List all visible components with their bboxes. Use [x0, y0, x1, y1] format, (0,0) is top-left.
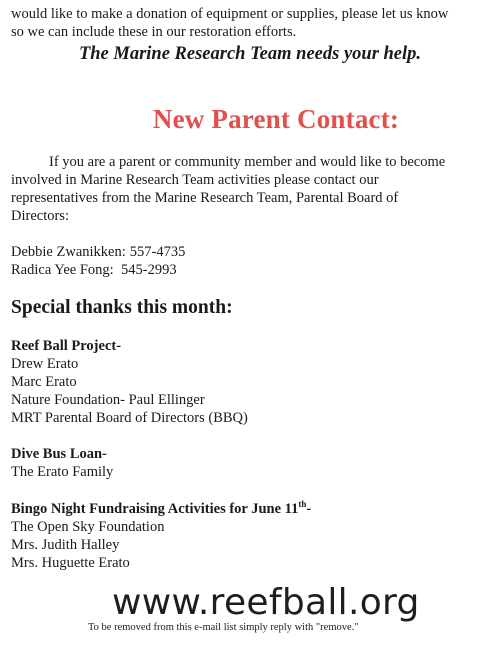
thanks-group-reef-ball — [11, 337, 248, 427]
intro-line: so we can include these in our restoration efforts. — [11, 24, 297, 40]
thanks-group-dive-bus — [11, 445, 113, 481]
group-item: Drew Erato — [11, 356, 79, 372]
heading-dash: - — [306, 501, 312, 517]
contact-row — [11, 243, 185, 261]
contact-name: Radica Yee Fong: — [11, 262, 114, 278]
special-thanks-heading: Special thanks this month: — [11, 297, 233, 318]
group-heading — [11, 500, 311, 518]
unsubscribe-note: To be removed from this e-mail list simply reply with "remove." — [88, 622, 359, 633]
new-parent-heading: New Parent Contact: — [152, 104, 400, 134]
group-item: The Erato Family — [11, 464, 114, 480]
paragraph-line: involved in Marine Research Team activities please contact our — [11, 172, 379, 188]
thanks-group-bingo-night — [11, 500, 311, 572]
group-item: MRT Parental Board of Directors (BBQ) — [11, 410, 248, 426]
paragraph-line: Directors: — [11, 208, 69, 224]
contact-list — [11, 243, 185, 279]
contact-phone: 557-4735 — [129, 244, 186, 260]
heading-ordinal: th — [298, 499, 307, 510]
reefball-watermark: www.reefball.org — [112, 582, 420, 623]
group-item: The Open Sky Foundation — [11, 519, 165, 535]
paragraph-line: representatives from the Marine Research Team, Parental Board of — [11, 190, 399, 206]
group-item: Mrs. Huguette Erato — [11, 555, 130, 571]
intro-line: would like to make a donation of equipment or supplies, please let us know — [11, 6, 449, 22]
group-heading: Reef Ball Project- — [11, 338, 122, 354]
intro-paragraph — [11, 5, 497, 41]
paragraph-line: If you are a parent or community member and would like to become — [49, 154, 446, 170]
contact-phone: 545-2993 — [121, 262, 177, 278]
contact-row — [11, 261, 185, 279]
group-item: Nature Foundation- Paul Ellinger — [11, 392, 205, 408]
contact-name: Debbie Zwanikken: — [11, 244, 126, 260]
help-callout: The Marine Research Team needs your help. — [78, 44, 422, 64]
group-heading: Dive Bus Loan- — [11, 446, 107, 462]
group-item: Marc Erato — [11, 374, 77, 390]
heading-text: Bingo Night Fundraising Activities for June 11 — [11, 501, 299, 517]
new-parent-paragraph — [11, 153, 497, 225]
group-item: Mrs. Judith Halley — [11, 537, 120, 553]
